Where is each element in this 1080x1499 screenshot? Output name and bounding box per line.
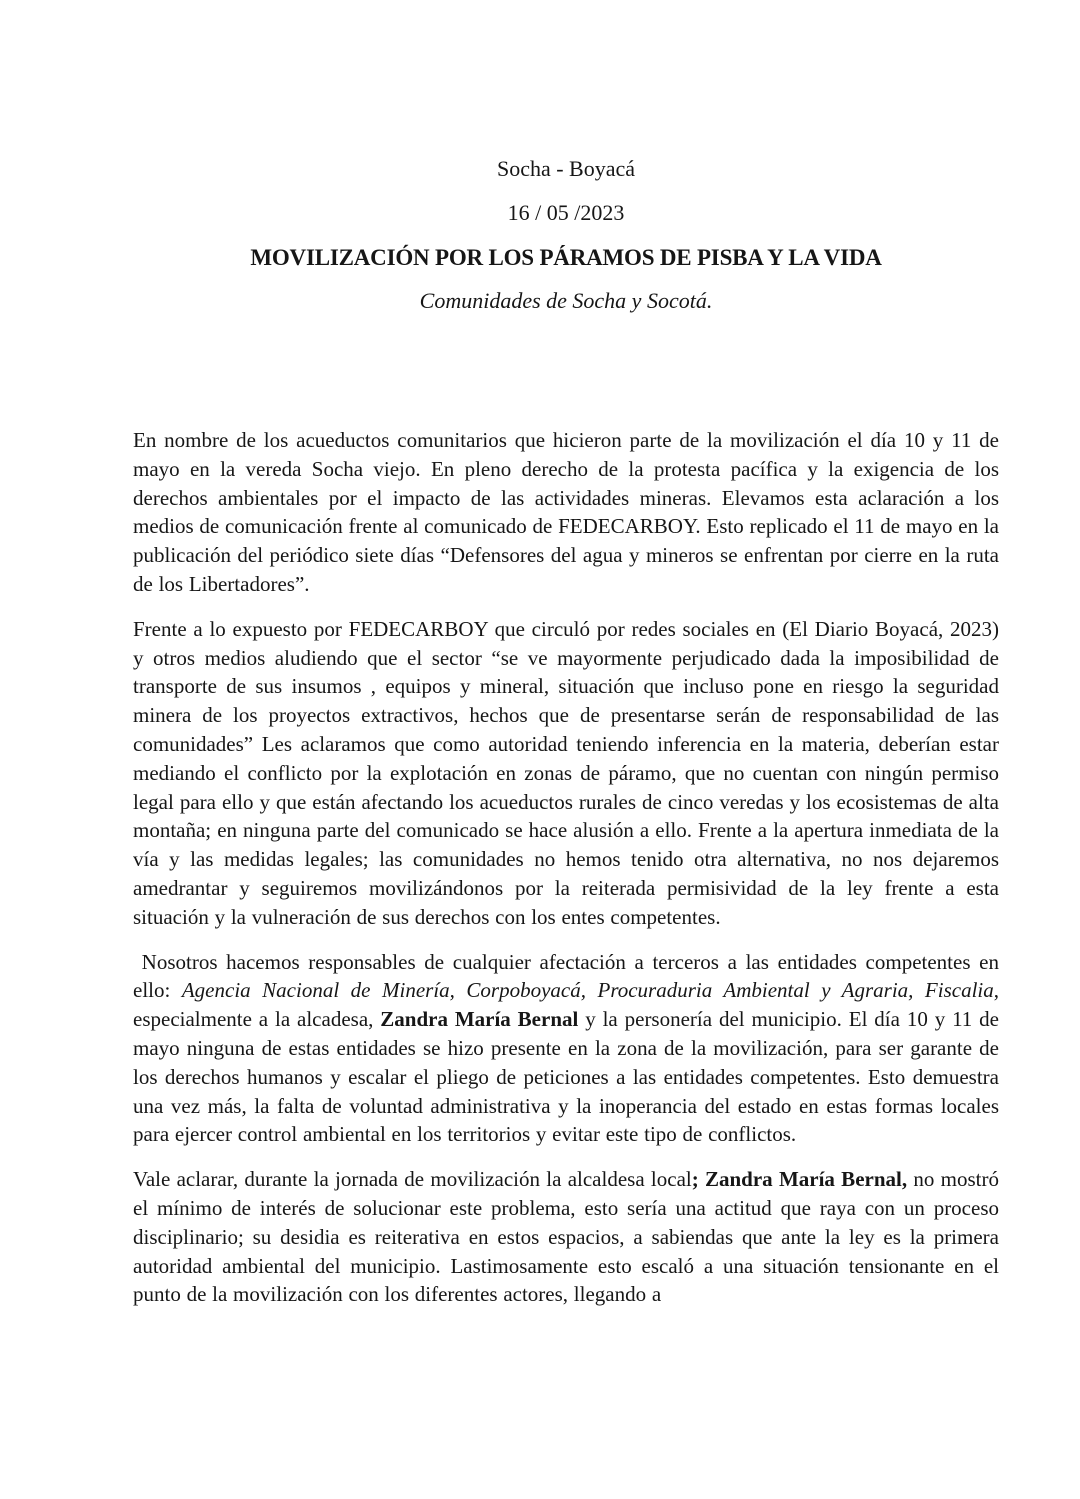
location-line: Socha - Boyacá: [496, 156, 636, 181]
text-run-normal: y la personería del municipio. El día 10 y 11 de mayo ninguna de estas entidades se hizo presente en la zona de la movilización, para ser garante de los derechos humanos y escalar el pliego de peticiones a las entidades competentes. Esto demuestra una vez más, la falta de voluntad administrativa y la inoperancia del estado en estas formas locales para ejercer control ambiental en los territorios y evitar este tipo de conflictos.: [133, 1007, 999, 1147]
text-run-italic: Agencia Nacional de Minería, Corpoboyacá, Procuraduria Ambiental y Agraria, Fiscalia: [181, 978, 994, 1003]
date-line: 16 / 05 /2023: [507, 200, 625, 225]
document-body: [133, 426, 999, 1309]
text-run-normal: , especialmente a la alcadesa,: [133, 978, 999, 1032]
paragraph: [133, 948, 999, 1150]
paragraph: [133, 426, 999, 599]
text-run-normal: Vale aclarar, durante la jornada de movilización la alcaldesa local: [133, 1167, 692, 1192]
document-subtitle: Comunidades de Socha y Socotá.: [419, 288, 713, 313]
text-run-bold: Zandra María Bernal: [380, 1007, 579, 1032]
text-run-bold: ; Zandra María Bernal,: [691, 1167, 908, 1192]
document-title: MOVILIZACIÓN POR LOS PÁRAMOS DE PISBA Y LA VIDA: [250, 245, 882, 270]
text-run-normal: En nombre de los acueductos comunitarios que hicieron parte de la movilización el día 10 y 11 de mayo en la vereda Socha viejo. En pleno derecho de la protesta pacífica y la exigencia de los derechos ambientales por el impacto de las actividades mineras. Elevamos esta aclaración a los medios de comunicación frente al comunicado de FEDECARBOY. Esto replicado el 11 de mayo en la publicación del periódico siete días “Defensores del agua y mineros se enfrentan por cierre en la ruta de los Libertadores”.: [133, 428, 999, 596]
text-run-normal: Nosotros hacemos responsables de cualquier afectación a terceros a las entidades competentes en ello:: [133, 949, 999, 1003]
paragraph: [133, 1165, 999, 1309]
paragraph: [133, 615, 999, 932]
text-run-normal: Frente a lo expuesto por FEDECARBOY que circuló por redes sociales en (El Diario Boyacá, 2023) y otros medios aludiendo que el sector “se ve mayormente perjudicado dada la imposibilidad de transporte de sus insumos , equipos y mineral, situación que incluso pone en riesgo la seguridad minera de los proyectos extractivos, hechos que de presentarse serán de responsabilidad de las comunidades” Les aclaramos que como autoridad teniendo inferencia en la materia, deberían estar mediando el conflicto por la explotación en zonas de páramo, que no cuentan con ningún permiso legal para ello y que están afectando los acueductos rurales de cinco veredas y los ecosistemas de alta montaña; en ninguna parte del comunicado se hace alusión a ello. Frente a la apertura inmediata de la vía y las medidas legales; las comunidades no hemos tenido otra alternativa, no nos dejaremos amedrantar y seguiremos movilizándonos por la reiterada permisividad de la ley frente a esta situación y la vulneración de sus derechos con los entes competentes.: [133, 616, 999, 929]
text-run-normal: no mostró el mínimo de interés de solucionar este problema, esto sería una actitud que raya con un proceso disciplinario; su desidia es reiterativa en estos espacios, a sabiendas que ante la ley es la primera autoridad ambiental del municipio. Lastimosamente esto escaló a una situación tensionante en el punto de la movilización con los diferentes actores, llegando a: [133, 1167, 999, 1307]
